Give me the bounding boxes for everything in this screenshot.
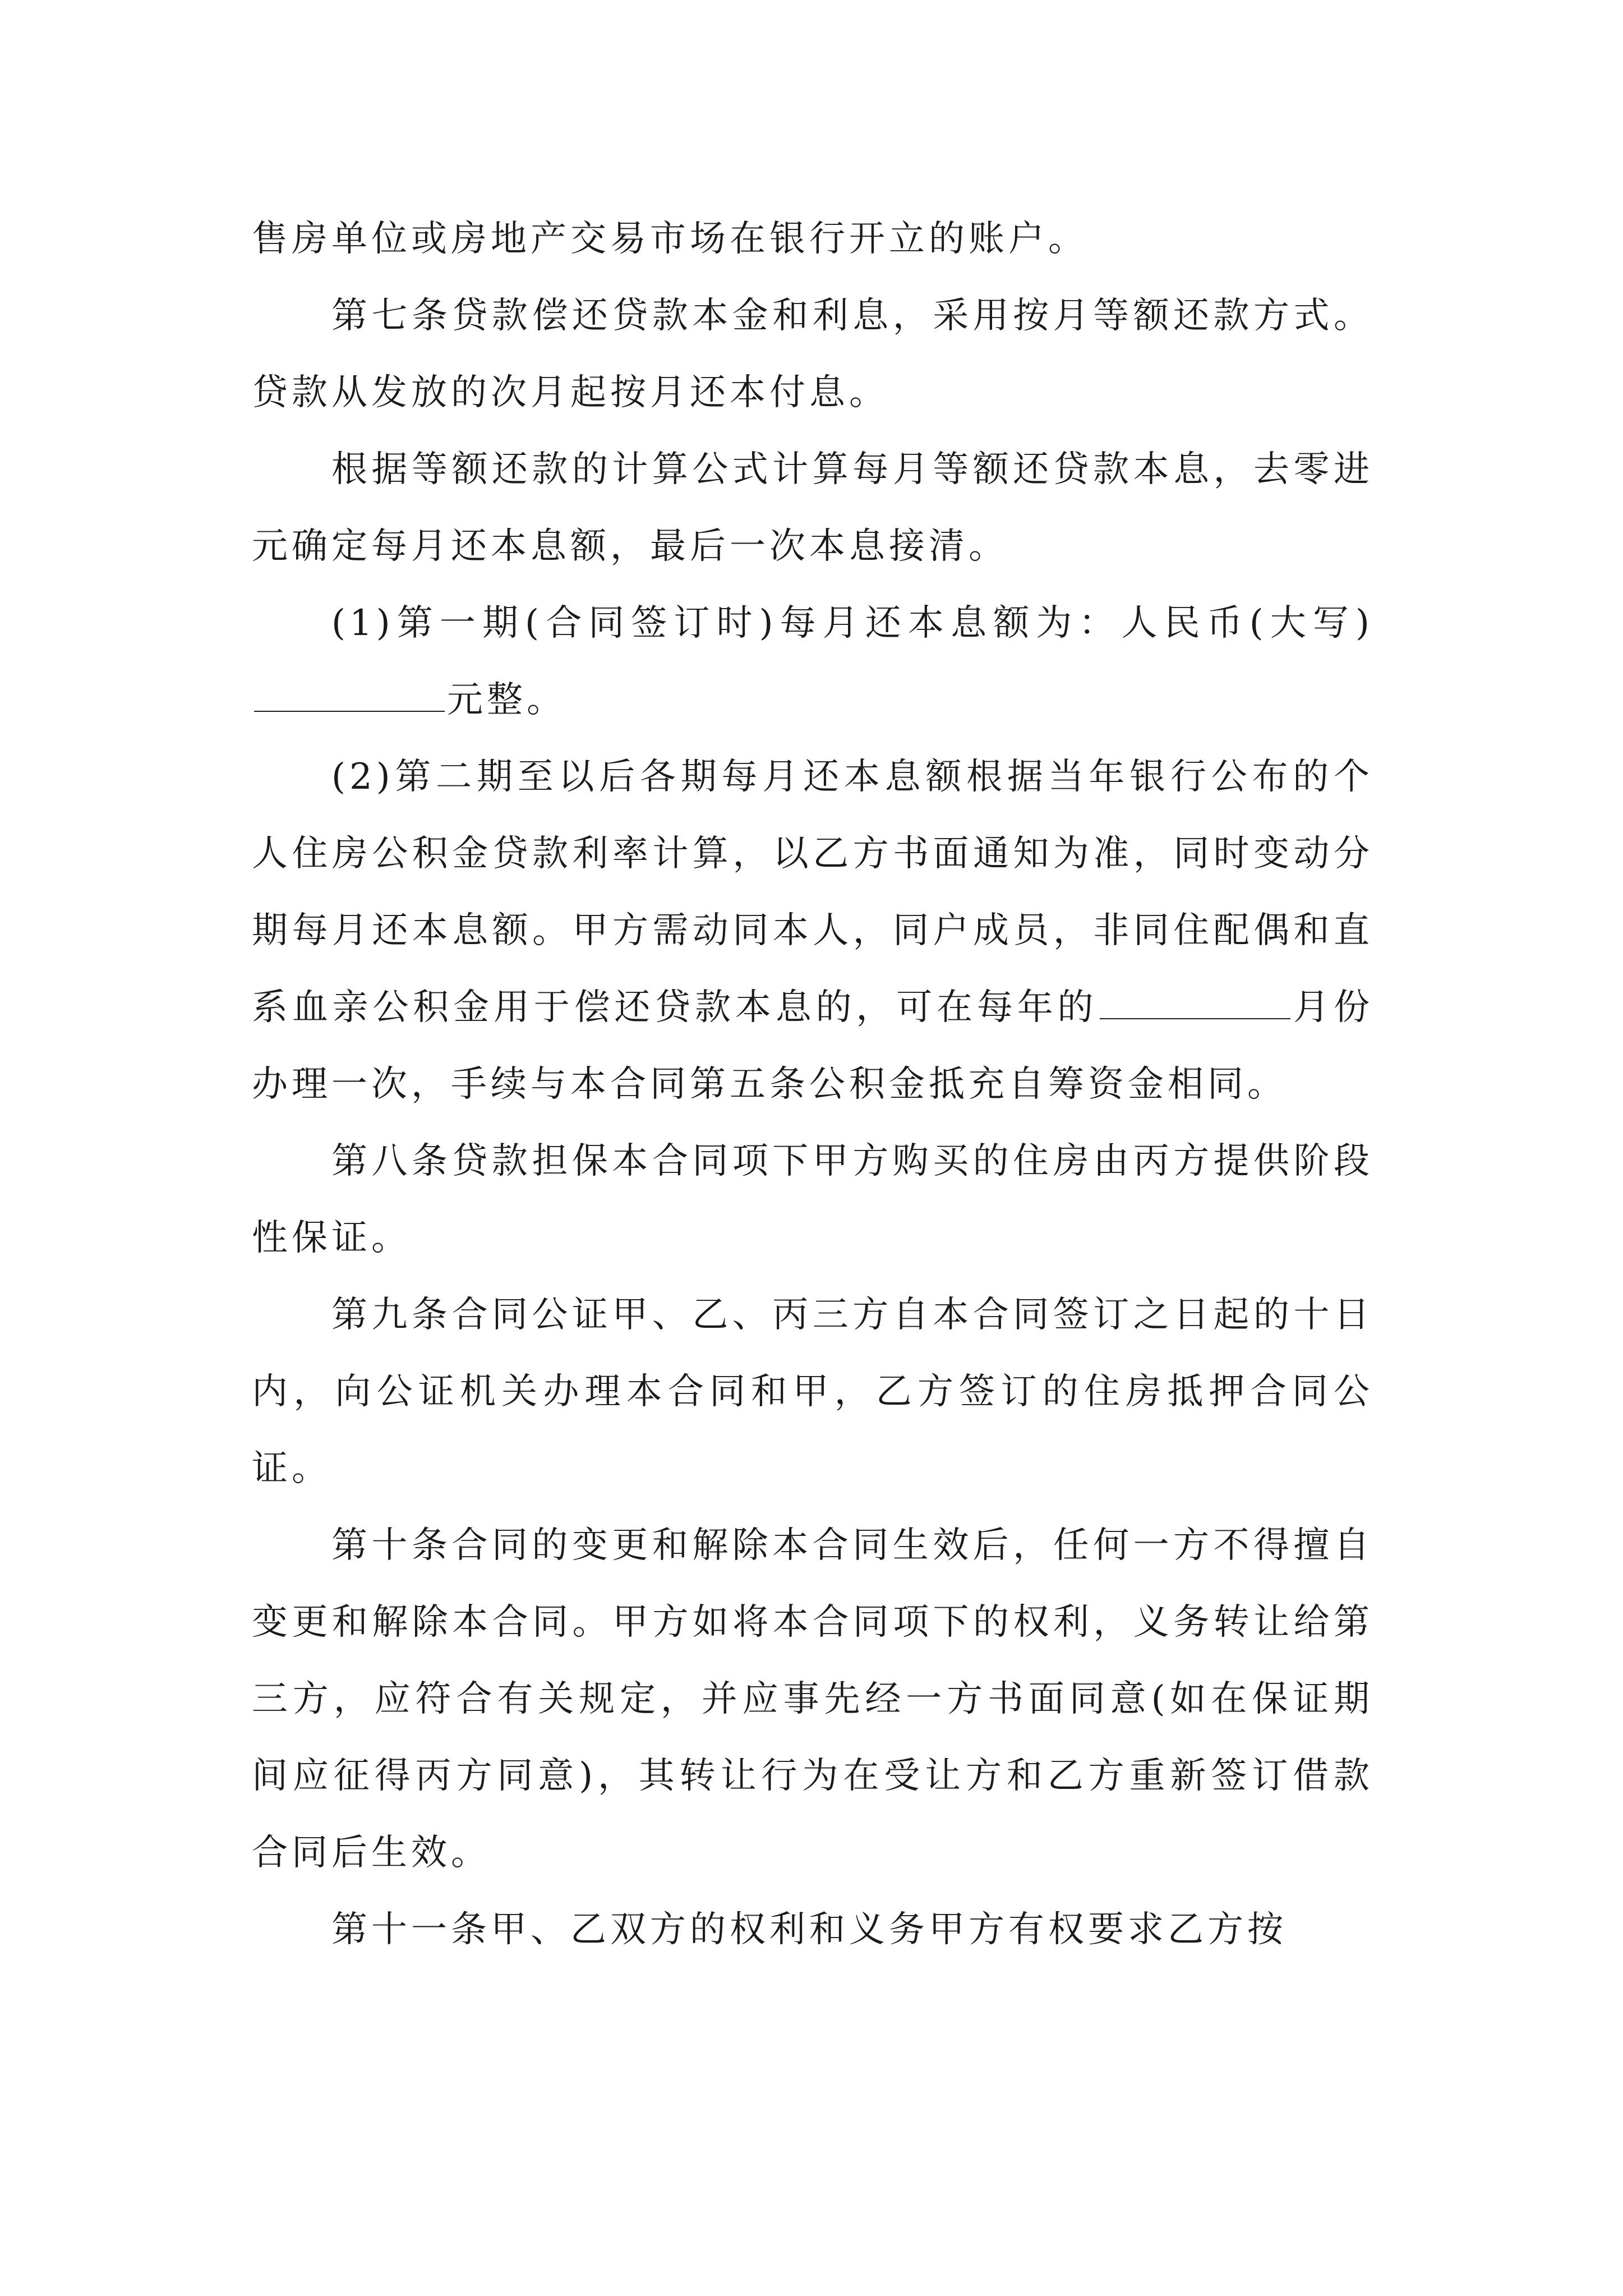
paragraph-second-period <box>252 739 1373 1123</box>
second-period-suffix: 月份办理一次，手续与本合同第五条公积金抵充自筹资金相同。 <box>252 987 1374 1105</box>
paragraph-account: 售房单位或房地产交易市场在银行开立的账户。 <box>252 218 1088 260</box>
paragraph-article-10: 第十条合同的变更和解除本合同生效后，任何一方不得擅自变更和解除本合同。甲方如将本合同项下的权利，义务转让给第三方，应符合有关规定，并应事先经一方书面同意(如在保证期间应征得丙方同意)，其转让行为在受让方和乙方重新签订借款合同后生效。 <box>252 1525 1373 1874</box>
document-body <box>252 201 1373 1968</box>
paragraph-first-period <box>252 585 1373 739</box>
paragraph-article-8: 第八条贷款担保本合同项下甲方购买的住房由丙方提供阶段性保证。 <box>252 1140 1373 1259</box>
amount-blank-field[interactable] <box>254 682 445 712</box>
paragraph-article-7: 第七条贷款偿还贷款本金和利息，采用按月等额还款方式。贷款从发放的次月起按月还本付息。 <box>252 295 1373 413</box>
paragraph-article-11: 第十一条甲、乙双方的权利和义务甲方有权要求乙方按 <box>331 1909 1287 1950</box>
second-period-text: (2)第二期至以后各期每月还本息额根据当年银行公布的个人住房公积金贷款利率计算，以乙方书面通知为准，同时变动分期每月还本息额。甲方需动同本人，同户成员，非同住配偶和直系血亲公积金用于偿还贷款本息的，可在每年的 <box>252 756 1373 1028</box>
first-period-text: (1)第一期(合同签订时)每月还本息额为：人民币(大写) <box>331 602 1373 644</box>
paragraph-article-9: 第九条合同公证甲、乙、丙三方自本合同签订之日起的十日内，向公证机关办理本合同和甲，乙方签订的住房抵押合同公证。 <box>252 1294 1373 1489</box>
month-blank-field[interactable] <box>1100 989 1290 1019</box>
paragraph-equal-installment: 根据等额还款的计算公式计算每月等额还贷款本息，去零进元确定每月还本息额，最后一次本息接清。 <box>252 449 1373 567</box>
first-period-suffix: 元整。 <box>447 679 566 721</box>
